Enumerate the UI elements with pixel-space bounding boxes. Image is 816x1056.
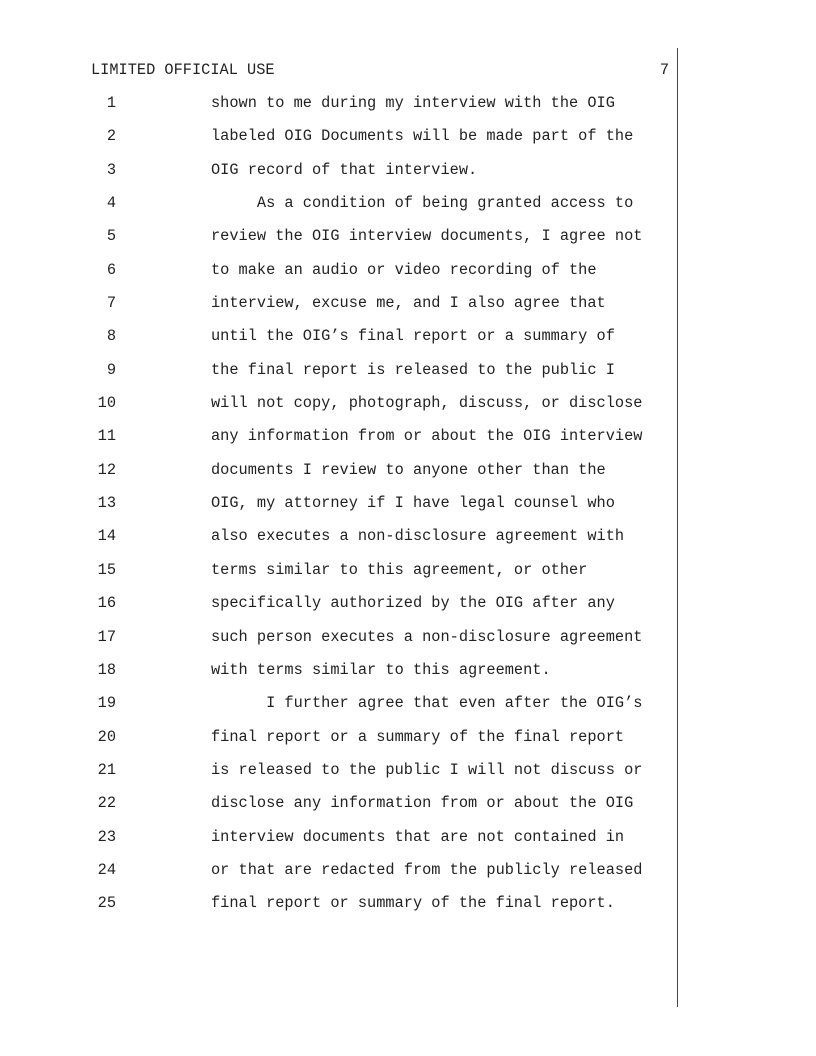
line-number: 25 bbox=[97, 894, 116, 913]
transcript-line bbox=[0, 828, 816, 861]
line-text: labeled OIG Documents will be made part of the bbox=[211, 127, 634, 146]
line-number: 14 bbox=[97, 527, 116, 546]
line-text: shown to me during my interview with the OIG bbox=[211, 94, 615, 112]
line-text: documents I review to anyone other than the bbox=[211, 460, 606, 479]
transcript-line bbox=[0, 561, 816, 594]
transcript-line bbox=[0, 527, 816, 560]
line-text: to make an audio or video recording of the bbox=[211, 260, 597, 279]
line-number: 13 bbox=[97, 494, 116, 513]
line-text: is released to the public I will not discuss or bbox=[211, 760, 643, 779]
line-text: until the OIG’s final report or a summary of bbox=[211, 327, 615, 346]
line-text: final report or summary of the final report. bbox=[211, 894, 615, 913]
transcript-line bbox=[0, 227, 816, 260]
line-number: 3 bbox=[106, 160, 116, 179]
line-number: 17 bbox=[97, 627, 116, 646]
line-text: interview, excuse me, and I also agree that bbox=[211, 294, 606, 313]
line-text: disclose any information from or about the OIG bbox=[211, 794, 634, 813]
line-number: 9 bbox=[106, 360, 116, 379]
line-text: terms similar to this agreement, or other bbox=[211, 560, 588, 579]
line-number: 22 bbox=[97, 794, 116, 813]
transcript-line bbox=[0, 594, 816, 627]
transcript-line bbox=[0, 628, 816, 661]
transcript-line bbox=[0, 94, 816, 127]
transcript-line bbox=[0, 661, 816, 694]
transcript-line bbox=[0, 127, 816, 160]
line-number: 11 bbox=[97, 427, 116, 446]
line-text: OIG record of that interview. bbox=[211, 160, 478, 179]
line-text: review the OIG interview documents, I agree not bbox=[211, 227, 643, 246]
line-text: As a condition of being granted access to bbox=[211, 194, 634, 213]
transcript-lines bbox=[0, 94, 816, 928]
line-text: any information from or about the OIG interview bbox=[211, 427, 643, 446]
line-number: 19 bbox=[97, 694, 116, 713]
transcript-line bbox=[0, 394, 816, 427]
line-number: 7 bbox=[106, 294, 116, 313]
transcript-line bbox=[0, 327, 816, 360]
line-text: I further agree that even after the OIG’s bbox=[211, 694, 643, 713]
line-text: will not copy, photograph, discuss, or disclose bbox=[211, 394, 643, 413]
line-text: OIG, my attorney if I have legal counsel who bbox=[211, 494, 615, 513]
line-number: 5 bbox=[106, 227, 116, 246]
line-number: 18 bbox=[97, 660, 116, 679]
transcript-line bbox=[0, 261, 816, 294]
transcript-line bbox=[0, 794, 816, 827]
line-number: 23 bbox=[97, 827, 116, 846]
transcript-line bbox=[0, 761, 816, 794]
line-number: 10 bbox=[97, 394, 116, 413]
transcript-line bbox=[0, 427, 816, 460]
line-number: 24 bbox=[97, 860, 116, 879]
line-text: specifically authorized by the OIG after any bbox=[211, 594, 615, 613]
header-label: LIMITED OFFICIAL USE bbox=[91, 61, 275, 79]
line-number: 15 bbox=[97, 560, 116, 579]
line-number: 6 bbox=[106, 260, 116, 279]
line-text: the final report is released to the public I bbox=[211, 360, 615, 379]
line-number: 2 bbox=[106, 127, 116, 146]
transcript-line bbox=[0, 361, 816, 394]
transcript-line bbox=[0, 861, 816, 894]
transcript-line bbox=[0, 161, 816, 194]
transcript-line bbox=[0, 194, 816, 227]
line-text: or that are redacted from the publicly released bbox=[211, 860, 643, 879]
line-text: final report or a summary of the final report bbox=[211, 727, 625, 746]
line-number: 21 bbox=[97, 760, 116, 779]
line-text: also executes a non-disclosure agreement with bbox=[211, 527, 625, 546]
page-number: 7 bbox=[659, 61, 669, 79]
transcript-line bbox=[0, 728, 816, 761]
transcript-line bbox=[0, 894, 816, 927]
transcript-line bbox=[0, 461, 816, 494]
line-number: 20 bbox=[97, 727, 116, 746]
line-number: 4 bbox=[106, 194, 116, 213]
line-text: such person executes a non-disclosure agreement bbox=[211, 627, 643, 646]
line-number: 8 bbox=[106, 327, 116, 346]
line-text: with terms similar to this agreement. bbox=[211, 660, 551, 679]
transcript-line bbox=[0, 494, 816, 527]
line-number: 12 bbox=[97, 460, 116, 479]
transcript-line bbox=[0, 294, 816, 327]
transcript-line bbox=[0, 694, 816, 727]
line-text: interview documents that are not contained in bbox=[211, 827, 625, 846]
line-number: 16 bbox=[97, 594, 116, 613]
line-number: 1 bbox=[106, 94, 116, 112]
